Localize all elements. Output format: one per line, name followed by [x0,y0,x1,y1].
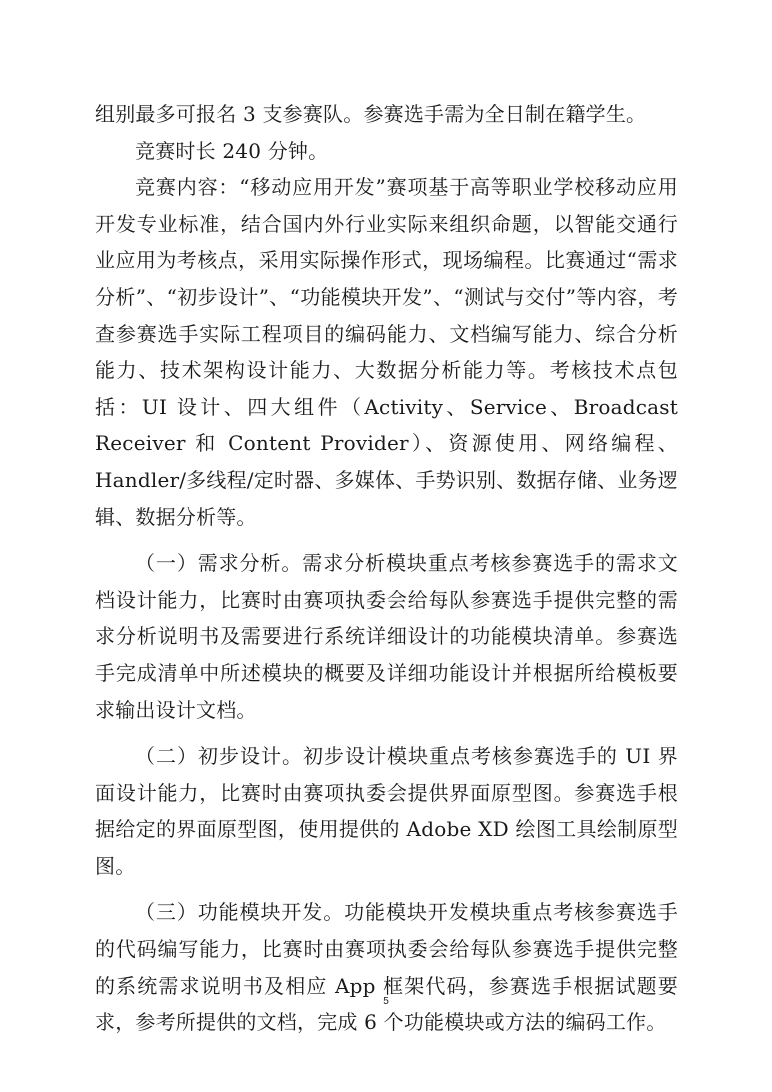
paragraph-content: 竞赛内容：“移动应用开发”赛项基于高等职业学校移动应用开发专业标准，结合国内外行业实际来组织命题，以智能交通行业应用为考核点，采用实际操作形式，现场编程。比赛通过“需求分析”、“初步设计”、“功能模块开发”、“测试与交付”等内容，考查参赛选手实际工程项目的编码能力、文档编写能力、综合分析能力、技术架构设计能力、大数据分析能力等。考核技术点包括：UI 设计、四大组件（Activity、Service、Broadcast Receiver 和 Content Provider）、资源使用、网络编程、Handler/多线程/定时器、多媒体、手势识别、数据存储、业务逻辑、数据分析等。 [95,175,678,529]
body-text [95,96,678,1041]
page-number: 5 [383,996,389,1007]
paragraph-team-limit: 组别最多可报名 3 支参赛队。参赛选手需为全日制在籍学生。 [95,102,647,126]
paragraph-preliminary-design: （二）初步设计。初步设计模块重点考核参赛选手的 UI 界面设计能力，比赛时由赛项执委会提供界面原型图。参赛选手根据给定的界面原型图，使用提供的 Adobe XD 绘图工具绘制原型图。 [95,744,678,878]
paragraph-duration: 竞赛时长 240 分钟。 [135,138,329,163]
paragraph-module-development: （三）功能模块开发。功能模块开发模块重点考核参赛选手的代码编写能力，比赛时由赛项执委会给每队参赛选手提供完整的系统需求说明书及相应 App 框架代码，参赛选手根据试题要求，参考所提供的文档，完成 6 个功能模块或方法的编码工作。 [95,900,678,1035]
paragraph-requirement-analysis: （一）需求分析。需求分析模块重点考核参赛选手的需求文档设计能力，比赛时由赛项执委会给每队参赛选手提供完整的需求分析说明书及需要进行系统详细设计的功能模块清单。参赛选手完成清单中所述模块的概要及详细功能设计并根据所给模板要求输出设计文档。 [95,551,678,722]
